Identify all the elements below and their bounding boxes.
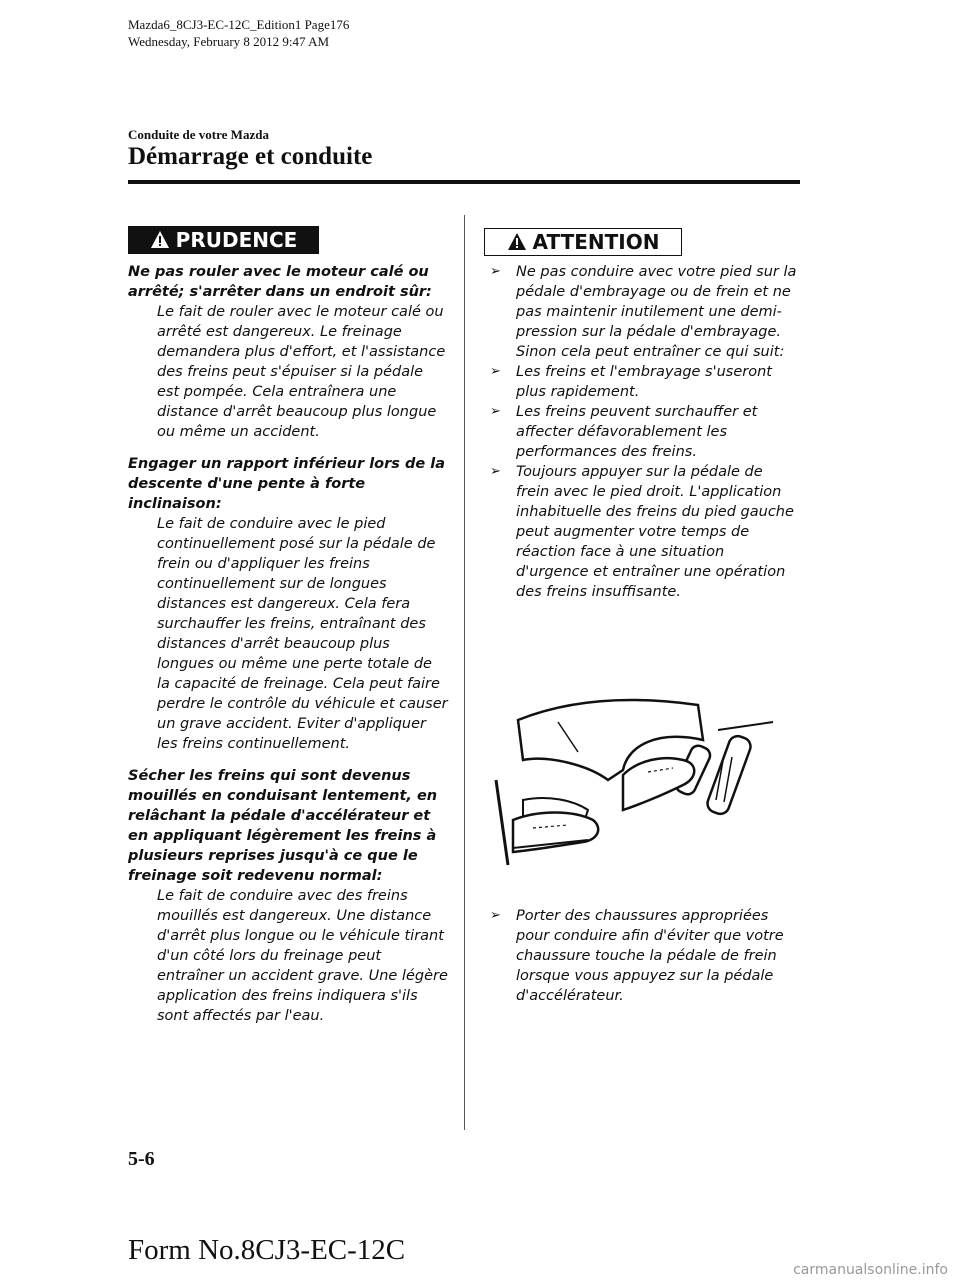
- attention-subbullet: [444, 362, 800, 402]
- attention-badge: [484, 228, 682, 256]
- arrow-bullet-icon: ➢: [490, 264, 501, 279]
- arrow-bullet-icon: ➢: [490, 364, 501, 379]
- prudence-item: [128, 454, 448, 754]
- arrow-bullet-icon: ➢: [490, 908, 501, 923]
- warning-triangle-icon: [507, 232, 527, 252]
- attention-content: [490, 262, 800, 602]
- attention-bullet-text: Ne pas conduire avec votre pied sur la pédale d'embrayage ou de frein et ne pas maintenir inutilement une demi-pression sur la pédale d'embrayage. Sinon cela peut entraîner ce qui suit:: [516, 264, 797, 360]
- attention-bullet: [490, 462, 800, 602]
- attention-subbullet: [444, 402, 800, 462]
- page-number: 5-6: [128, 1148, 155, 1170]
- prudence-item: [128, 262, 448, 442]
- warning-triangle-icon: [150, 230, 170, 250]
- attention-subbullet-text: Les freins et l'embrayage s'useront plus rapidement.: [516, 364, 772, 400]
- prudence-body: Le fait de rouler avec le moteur calé ou arrêté est dangereux. Le freinage demandera plus d'effort, et l'assistance des freins peut s'épuiser si la pédale est pompée. Cela entraînera une distance d'arrêt beaucoup plus longue ou même un accident.: [157, 304, 446, 440]
- prudence-body: Le fait de conduire avec le pied continuellement posé sur la pédale de frein ou d'appliquer les freins continuellement sur de longues distances est dangereux. Cela fera surchauffer les freins, entraînant des distances d'arrêt beaucoup plus longues ou même une perte totale de la capacité de freinage. Cela peut faire perdre le contrôle du véhicule et causer un grave accident. Eviter d'appliquer les freins continuellement.: [157, 516, 448, 752]
- form-number: Form No.8CJ3-EC-12C: [128, 1234, 406, 1266]
- prudence-badge: [128, 226, 319, 254]
- attention-content-after-illustration: [490, 906, 800, 1006]
- print-date-line: Wednesday, February 8 2012 9:47 AM: [128, 34, 330, 49]
- attention-bullet: [490, 262, 800, 362]
- column-divider: [464, 215, 465, 1130]
- pedals-and-shoes-illustration: [488, 660, 778, 870]
- prudence-label: PRUDENCE: [175, 228, 298, 252]
- prudence-heading: Engager un rapport inférieur lors de la descente d'une pente à forte inclinaison:: [128, 456, 445, 512]
- page-title: Démarrage et conduite: [128, 143, 373, 170]
- print-file-line: Mazda6_8CJ3-EC-12C_Edition1 Page176: [128, 17, 350, 32]
- prudence-content: [128, 262, 448, 1038]
- prudence-heading: Ne pas rouler avec le moteur calé ou arrêté; s'arrêter dans un endroit sûr:: [128, 264, 432, 300]
- arrow-bullet-icon: ➢: [490, 404, 501, 419]
- attention-bullet: [490, 906, 800, 1006]
- print-metadata: [128, 16, 349, 50]
- attention-bullet-text: Toujours appuyer sur la pédale de frein avec le pied droit. L'application inhabituelle des freins du pied gauche peut augmenter votre temps de réaction face à une situation d'urgence et entraîner une opération des freins insuffisante.: [516, 464, 794, 600]
- attention-subbullet-text: Les freins peuvent surchauffer et affecter défavorablement les performances des freins.: [516, 404, 758, 460]
- title-rule: [128, 180, 800, 184]
- attention-label: ATTENTION: [532, 230, 660, 254]
- prudence-item: [128, 766, 448, 1026]
- prudence-heading: Sécher les freins qui sont devenus mouillés en conduisant lentement, en relâchant la pédale d'accélérateur et en appliquant légèrement les freins à plusieurs reprises jusqu'à ce que le freinage soit redevenu normal:: [128, 768, 438, 884]
- section-label: Conduite de votre Mazda: [128, 127, 269, 142]
- watermark: carmanualsonline.info: [793, 1262, 948, 1278]
- prudence-body: Le fait de conduire avec des freins mouillés est dangereux. Une distance d'arrêt plus longue ou le véhicule tirant d'un côté lors du freinage peut entraîner un accident grave. Une légère application des freins indiquera s'ils sont affectés par l'eau.: [157, 888, 448, 1024]
- arrow-bullet-icon: ➢: [490, 464, 501, 479]
- attention-bullet-text: Porter des chaussures appropriées pour conduire afin d'éviter que votre chaussure touche la pédale de frein lorsque vous appuyez sur la pédale d'accélérateur.: [516, 908, 784, 1004]
